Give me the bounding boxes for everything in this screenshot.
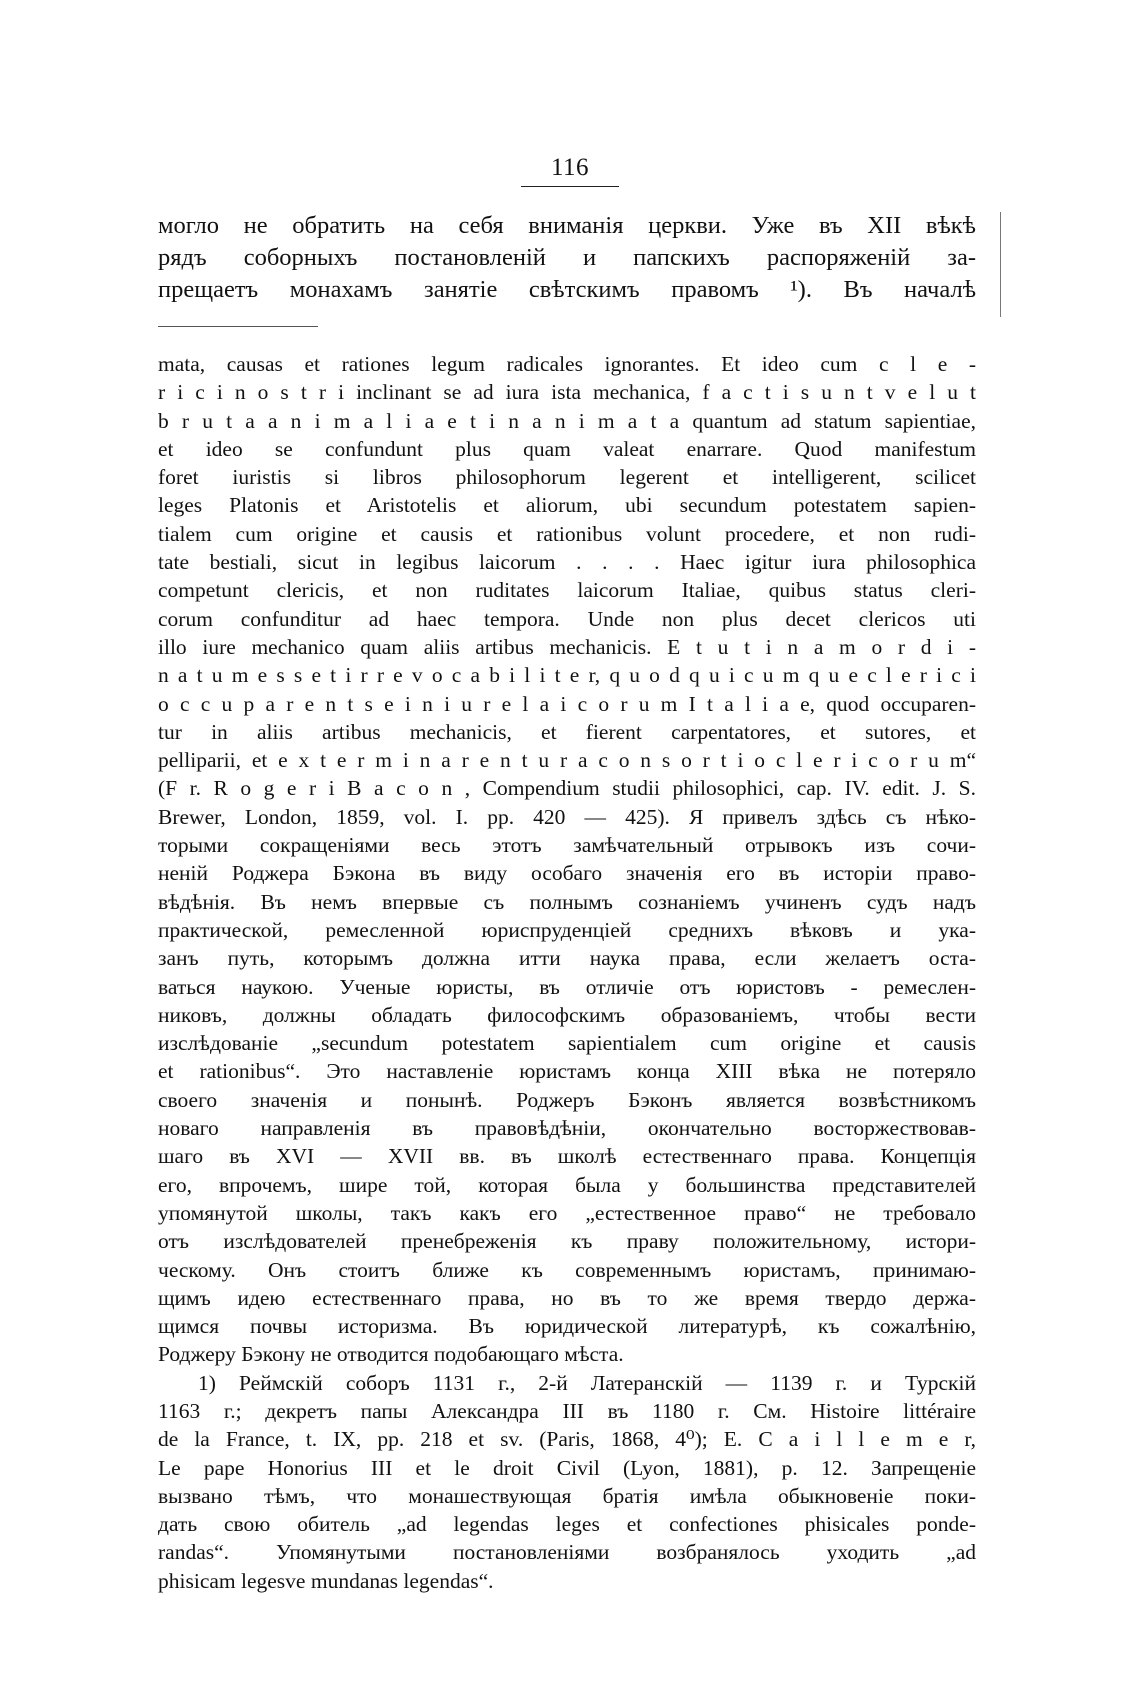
footnote-line: Brewer, London, 1859, vol. I. pp. 420 — 425). Я привелъ здѣсь съ нѣко- <box>158 804 976 829</box>
footnote-1-line: de la France, t. IX, pp. 218 et sv. (Paris, 1868, 4⁰); E. C a i l l e m e r, <box>158 1427 976 1452</box>
footnote-1-line: Le pape Honorius III et le droit Civil (Lyon, 1881), p. 12. Запрещеніе <box>158 1455 976 1480</box>
main-text-line: прещаетъ монахамъ занятіе свѣтскимъ правомъ ¹). Въ началѣ <box>158 276 976 303</box>
footnote-line: новаго направленія въ правовѣдѣніи, окончательно восторжествовав- <box>158 1116 976 1141</box>
footnote-line: tate bestiali, sicut in legibus laicorum . . . . Haec igitur iura philosophica <box>158 550 976 575</box>
footnote-line: et ideo se confundunt plus quam valeat enarrare. Quod manifestum <box>158 436 976 461</box>
footnote-line: tialem cum origine et causis et rationibus volunt procedere, et non rudi- <box>158 521 976 546</box>
footnote-1-line: phisicam legesve mundanas legendas“. <box>158 1568 494 1593</box>
footnote-line: illo iure mechanico quam aliis artibus mechanicis. E t u t i n a m o r d i - <box>158 634 976 659</box>
footnote-line: своего значенія и понынѣ. Роджеръ Бэконъ является возвѣстникомъ <box>158 1087 976 1112</box>
footnote-line: corum confunditur ad haec tempora. Unde non plus decet clericos uti <box>158 606 976 631</box>
footnote-line: foret iuristis si libros philosophorum legerent et intelligerent, scilicet <box>158 465 976 490</box>
footnote-continued-block <box>158 350 976 1595</box>
footnote-line: торыми сокращеніями весь этотъ замѣчательный отрывокъ изъ сочи- <box>158 833 976 858</box>
footnote-line: отъ изслѣдователей пренебреженія къ праву положительному, истори- <box>158 1229 976 1254</box>
footnote-line: шаго въ XVI — XVII вв. въ школѣ естественнаго права. Концепція <box>158 1144 976 1169</box>
footnote-line: неній Роджера Бэкона въ виду особаго значенія его въ исторіи право- <box>158 861 976 886</box>
footnote-line: ваться наукою. Ученые юристы, въ отличіе отъ юристовъ - ремеслен- <box>158 974 976 999</box>
footnote-line: щимся почвы историзма. Въ юридической литературѣ, къ сожалѣнію, <box>158 1314 976 1339</box>
footnote-line: занъ путь, которымъ должна итти наука права, если желаетъ оста- <box>158 946 976 971</box>
footnote-line: практической, ремесленной юриспруденціей среднихъ вѣковъ и ука- <box>158 917 976 942</box>
footnote-line: et rationibus“. Это наставленіе юристамъ конца XIII вѣка не потеряло <box>158 1059 976 1084</box>
footnote-line: щимъ идею естественнаго права, но въ то же время твердо держа- <box>158 1285 976 1310</box>
footnote-line: b r u t a a n i m a l i a e t i n a n i m a t a quantum ad statum sapientiae, <box>158 408 976 433</box>
main-text-line: рядъ соборныхъ постановленій и папскихъ распоряженій за- <box>158 244 976 271</box>
footnote-line: leges Platonis et Aristotelis et aliorum, ubi secundum potestatem sapien- <box>158 493 976 518</box>
footnote-1-line: вызвано тѣмъ, что монашествующая братія имѣла обыкновеніе поки- <box>158 1483 976 1508</box>
footnote-1-line: 1) Реймскій соборъ 1131 г., 2-й Латеранскій — 1139 г. и Турскій <box>198 1370 976 1395</box>
footnote-line: изслѣдованіе „secundum potestatem sapientialem cum origine et causis <box>158 1031 976 1056</box>
footnote-line: вѣдѣнія. Въ немъ впервые съ полнымъ сознаніемъ учиненъ судъ надъ <box>158 889 976 914</box>
footnote-line: r i c i n o s t r i inclinant se ad iura ista mechanica, f a c t i s u n t v e l u t <box>158 380 976 405</box>
footnote-line: Роджеру Бэкону не отводится подобающаго мѣста. <box>158 1342 624 1367</box>
footnote-separator-rule <box>158 326 318 327</box>
page-number-container <box>0 155 1140 187</box>
footnote-line: mata, causas et rationes legum radicales ignorantes. Et ideo cum c l e - <box>158 352 976 376</box>
footnote-1-line: дать свою обитель „ad legendas leges et confectiones phisicales ponde- <box>158 1512 976 1537</box>
footnote-line: n a t u m e s s e t i r r e v o c a b i l i t e r, q u o d q u i c u m q u e c l e r i c i <box>158 663 976 688</box>
footnote-line: tur in aliis artibus mechanicis, et fierent carpentatores, et sutores, et <box>158 719 976 744</box>
main-text-line: могло не обратить на себя вниманія церкви. Уже въ XII вѣкѣ <box>158 212 976 239</box>
footnote-line: competunt clericis, et non ruditates laicorum Italiae, quibus status cleri- <box>158 578 976 603</box>
footnote-line: (F r. R o g e r i B a c o n , Compendium studii philosophici, cap. IV. edit. J. S. <box>158 776 976 801</box>
footnote-line: никовъ, должны обладать философскимъ образованіемъ, чтобы вести <box>158 1002 976 1027</box>
footnote-1-line: 1163 г.; декретъ папы Александра III въ 1180 г. См. Histoire littéraire <box>158 1398 976 1423</box>
main-text-block <box>158 210 976 306</box>
footnote-line: его, впрочемъ, шире той, которая была у большинства представителей <box>158 1172 976 1197</box>
footnote-line: pelliparii, et e x t e r m i n a r e n t u r a c o n s o r t i o c l e r i c o r u m“ <box>158 748 976 773</box>
footnote-line: упомянутой школы, такъ какъ его „естественное право“ не требовало <box>158 1200 976 1225</box>
footnote-line: o c c u p a r e n t s e i n i u r e l a i c o r u m I t a l i a e, quod occuparen- <box>158 691 976 716</box>
margin-scan-mark <box>1000 212 1001 317</box>
footnote-1-line: randas“. Упомянутыми постановленіями возбранялось уходить „ad <box>158 1540 976 1565</box>
page-number: 116 <box>521 155 619 187</box>
footnote-line: ческому. Онъ стоитъ ближе къ современнымъ юристамъ, принимаю- <box>158 1257 976 1282</box>
